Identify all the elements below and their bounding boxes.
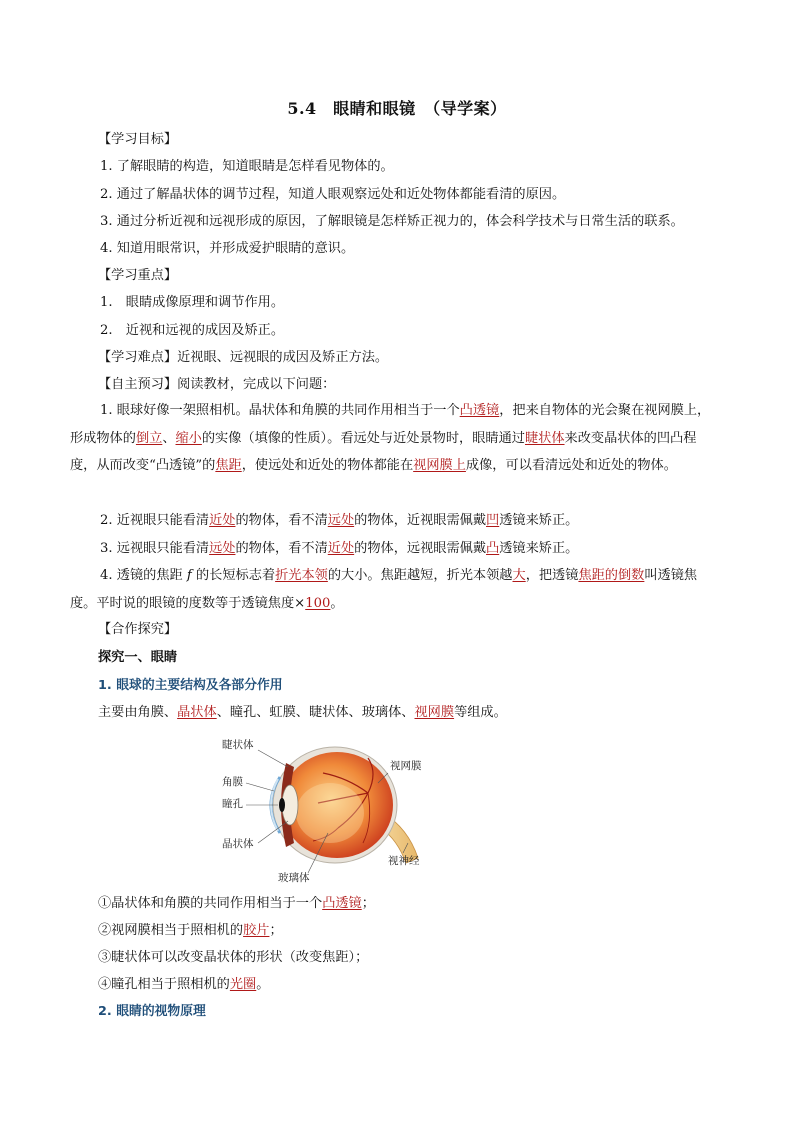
- answer-blank: 光圈: [229, 977, 257, 992]
- focus-heading: 【学习重点】: [98, 268, 178, 283]
- answer-blank: 远处: [209, 541, 236, 556]
- answer-blank: 缩小: [175, 430, 202, 446]
- preview-heading: 【自主预习】: [98, 377, 178, 392]
- answer-blank: 焦距: [215, 458, 242, 473]
- label-optic-nerve: 视神经: [388, 855, 420, 867]
- label-retina: 视网膜: [390, 760, 422, 772]
- goal-item: 4. 知道用眼常识，并形成爱护眼睛的意识。: [100, 241, 355, 256]
- answer-blank: 晶状体: [177, 705, 217, 720]
- question-2: 2. 近视眼只能看清近处的物体，看不清远处的物体，近视眼需佩戴凹透镜来矫正。: [100, 513, 579, 528]
- explore-title: 探究一、眼睛: [98, 650, 178, 665]
- function-item: ④瞳孔相当于照相机的光圈。: [98, 977, 270, 992]
- answer-blank: 凸透镜: [459, 403, 500, 418]
- preview-line: [98, 375, 335, 395]
- difficulty-heading: 【学习难点】: [98, 350, 178, 365]
- answer-blank: 焦距的倒数: [578, 568, 645, 583]
- answer-blank: 折光本领: [275, 568, 328, 583]
- goal-item: 3. 通过分析近视和远视形成的原因，了解眼镜是怎样矫正视力的，体会科学技术与日常生活的联系。: [100, 214, 684, 229]
- eye-diagram: [218, 733, 443, 883]
- answer-blank: 视网膜: [414, 705, 455, 720]
- question-3: 3. 远视眼只能看清远处的物体，看不清近处的物体，远视眼需佩戴凸透镜来矫正。: [100, 541, 579, 556]
- answer-blank: 远处: [327, 513, 355, 528]
- function-item: ②视网膜相当于照相机的胶片；: [98, 923, 283, 938]
- label-pupil: 瞳孔: [222, 798, 243, 810]
- preview-text: 阅读教材，完成以下问题：: [177, 377, 336, 392]
- focus-item: 1. 眼睛成像原理和调节作用。: [100, 295, 285, 310]
- answer-blank: 倒立: [135, 430, 163, 446]
- answer-blank: 视网膜上: [413, 458, 466, 473]
- question-1: 1. 眼球好像一架照相机。晶状体和角膜的共同作用相当于一个凸透镜，把来自物体的光会聚在视网膜上，形成物体的倒立、缩小的实像（填像的性质）。看远处与近处景物时，眼睛通过睫状体来改变晶状体的凹凸程度，从而改变“凸透镜”的焦距，使远处和近处的物体都能在视网膜上成像，可以看清远处和近处的物体。: [70, 403, 711, 473]
- answer-blank: 凸: [486, 541, 500, 556]
- page-title: 5.4 眼睛和眼镜 （导学案）: [287, 99, 507, 118]
- answer-blank: 近处: [327, 541, 355, 556]
- answer-blank: 睫状体: [524, 430, 565, 446]
- answer-blank: 凹: [486, 513, 500, 528]
- answer-blank: 凸透镜: [322, 896, 362, 911]
- function-item: ①晶状体和角膜的共同作用相当于一个凸透镜；: [98, 896, 375, 911]
- question-4: 4. 透镜的焦距 f 的长短标志着折光本领的大小。焦距越短，折光本领越大，把透镜焦距的倒数叫透镜焦度。平时说的眼镜的度数等于透镜焦度×100。: [70, 568, 698, 611]
- function-item: ③睫状体可以改变晶状体的形状（改变焦距）；: [98, 950, 369, 965]
- goal-item: 2. 通过了解晶状体的调节过程，知道人眼观察远处和近处物体都能看清的原因。: [100, 187, 566, 202]
- section-1-title: 1. 眼球的主要结构及各部分作用: [98, 678, 283, 693]
- answer-blank: 100: [305, 595, 331, 611]
- answer-blank: 近处: [209, 513, 236, 528]
- goals-heading: 【学习目标】: [98, 132, 178, 147]
- label-ciliary-body: 睫状体: [222, 739, 254, 751]
- answer-blank: 大: [512, 568, 526, 583]
- label-lens: 晶状体: [222, 838, 254, 850]
- difficulty-text: 近视眼、远视眼的成因及矫正方法。: [177, 350, 389, 365]
- focus-item: 2. 近视和远视的成因及矫正。: [100, 323, 285, 338]
- answer-blank: 胶片: [243, 923, 270, 938]
- section-1-text: 主要由角膜、晶状体、瞳孔、虹膜、睫状体、玻璃体、视网膜等组成。: [98, 705, 507, 720]
- coop-heading: 【合作探究】: [98, 622, 178, 637]
- label-cornea: 角膜: [222, 776, 243, 788]
- difficulty-line: [98, 348, 388, 368]
- goal-item: 1. 了解眼睛的构造，知道眼睛是怎样看见物体的。: [100, 159, 394, 174]
- label-vitreous: 玻璃体: [278, 872, 310, 884]
- section-2-title: 2. 眼睛的视物原理: [98, 1004, 206, 1019]
